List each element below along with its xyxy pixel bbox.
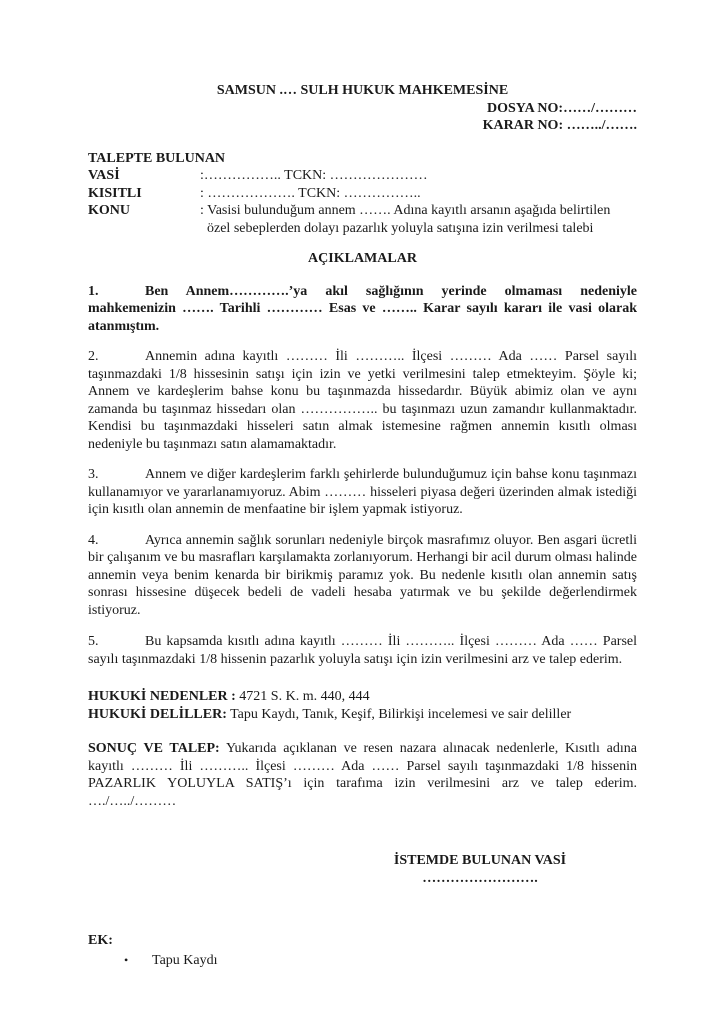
legal-evidence-label: HUKUKİ DELİLLER: — [88, 706, 227, 722]
vasi-label: VASİ — [88, 168, 120, 183]
bullet-icon: • — [124, 952, 129, 967]
paragraph-number: 4. — [88, 532, 99, 548]
conclusion-label: SONUÇ VE TALEP: — [88, 741, 220, 756]
paragraph-text: Bu kapsamda kısıtlı adına kayıtlı ……… İli ……….. İlçesi ……… Ada …… Parsel sayılı taşınmazdaki 1/8 hissenin pazarlık yoluyla satışı için izin verilmesini arz ve talep ederim. — [88, 634, 637, 667]
attachment-item-label: Tapu Kaydı — [152, 952, 218, 968]
signature-title: İSTEMDE BULUNAN VASİ — [393, 853, 567, 868]
paragraph-text: Ayrıca annemin sağlık sorunları nedeniyle birçok masrafımız oluyor. Ben asgari ücretli bir çalışanım ve bu masrafları karşılamakta zorlanıyorum. Herhangi bir acil durum olması halinde annemin veya benim kenarda bir birikmiş paramız yok. Bu nedenle kısıtlı olan annemin satış sonrası hissesine düşecek bedeli de vadeli hesaba yatırmak ve bu şekilde değerlendirmek istiyoruz. — [88, 532, 637, 618]
party-row-vasi — [88, 167, 637, 185]
kisitli-label: KISITLI — [88, 185, 142, 201]
file-references — [88, 100, 637, 135]
conclusion-text: Yukarıda açıklanan ve resen nazara alınacak nedenlerle, Kısıtlı adına kayıtlı ……… İli ……….. İlçesi ……… Ada …… Parsel sayılı taşınmazdaki 1/8 hissenin PAZARLIK YOLUYLA SATIŞ’ı için tarafıma izin verilmesini arz ve talep ederim. …./…../……… — [88, 741, 637, 809]
legal-grounds-line — [88, 688, 637, 706]
explanation-paragraph-4 — [88, 532, 637, 620]
explanation-paragraph-5 — [88, 633, 637, 668]
paragraph-text: Annem ve diğer kardeşlerim farklı şehirlerde bulunduğumuz için bahse konu taşınmazı kullanamıyor ve yararlanamıyoruz. Abim ……… hisseleri piyasa değeri üzerinden almak istediği için kısıtlı olan annemin de menfaatine bir işlem yapmak istiyoruz. — [88, 467, 637, 517]
paragraph-number: 2. — [88, 349, 99, 364]
paragraph-text: Annemin adına kayıtlı ……… İli ……….. İlçesi ……… Ada …… Parsel sayılı taşınmazdaki 1/8 hissesinin satışı için izin ve yetki verilmesini talep etmekteyim. Şöyle ki; Annem ve kardeşlerim bahse konu bu taşınmazda hissedardır. Büyük abimiz olan ve aynı zamanda bu taşınmaz hissedarı olan …………….. bu taşınmazı uzun zamandır kullanmaktadır. Kendisi bu taşınmazdaki hisseleri satın almak istemesine rağmen annemin kısıtlı olması nedeniyle bu taşınmazı satın alamamaktadır. — [88, 349, 637, 452]
konu-label: KONU — [88, 203, 130, 218]
paragraph-number: 1. — [88, 283, 99, 299]
paragraph-text: Ben Annem………….’ya akıl sağlığının yerinde olmaması nedeniyle mahkemenizin ……. Tarihli ………… Esas ve …….. Karar sayılı kararı ile vasi olarak atanmıştım. — [88, 283, 637, 334]
explanation-paragraph-3 — [88, 466, 637, 519]
signature-dots: ……………………. — [422, 870, 538, 886]
karar-no-line: KARAR NO: ……../……. — [482, 118, 637, 133]
party-row-konu — [88, 202, 637, 237]
attachments-section — [88, 932, 637, 969]
legal-grounds-value: 4721 S. K. m. 440, 444 — [239, 689, 370, 704]
explanation-paragraph-2 — [88, 348, 637, 453]
court-title: SAMSUN .… SULH HUKUK MAHKEMESİNE — [216, 83, 509, 98]
konu-value: : Vasisi bulunduğum annem ……. Adına kayıtlı arsanın aşağıda belirtilen özel sebeplerden dolayı pazarlık yoluyla satışına izin verilmesi talebi — [200, 203, 611, 236]
explanation-paragraph-1 — [88, 283, 637, 336]
legal-evidence-line — [88, 706, 637, 724]
explanations-heading: AÇIKLAMALAR — [308, 251, 417, 266]
legal-grounds-label: HUKUKİ NEDENLER : — [88, 689, 236, 704]
dosya-no-line: DOSYA NO:……/……… — [486, 100, 637, 116]
legal-evidence-value: Tapu Kaydı, Tanık, Keşif, Bilirkişi incelemesi ve sair deliller — [230, 706, 572, 722]
vasi-value: :…………….. TCKN: ………………… — [200, 168, 428, 183]
paragraph-number: 3. — [88, 467, 99, 482]
conclusion-paragraph — [88, 740, 637, 810]
kisitli-value: : ………………. TCKN: …………….. — [200, 185, 421, 201]
party-row-kisitli — [88, 185, 637, 203]
signature-block — [340, 852, 620, 887]
legal-section — [88, 688, 637, 723]
attachment-item — [88, 952, 637, 970]
attachments-heading: EK: — [88, 933, 113, 948]
applicant-heading: TALEPTE BULUNAN — [88, 150, 226, 166]
paragraph-number: 5. — [88, 634, 99, 649]
